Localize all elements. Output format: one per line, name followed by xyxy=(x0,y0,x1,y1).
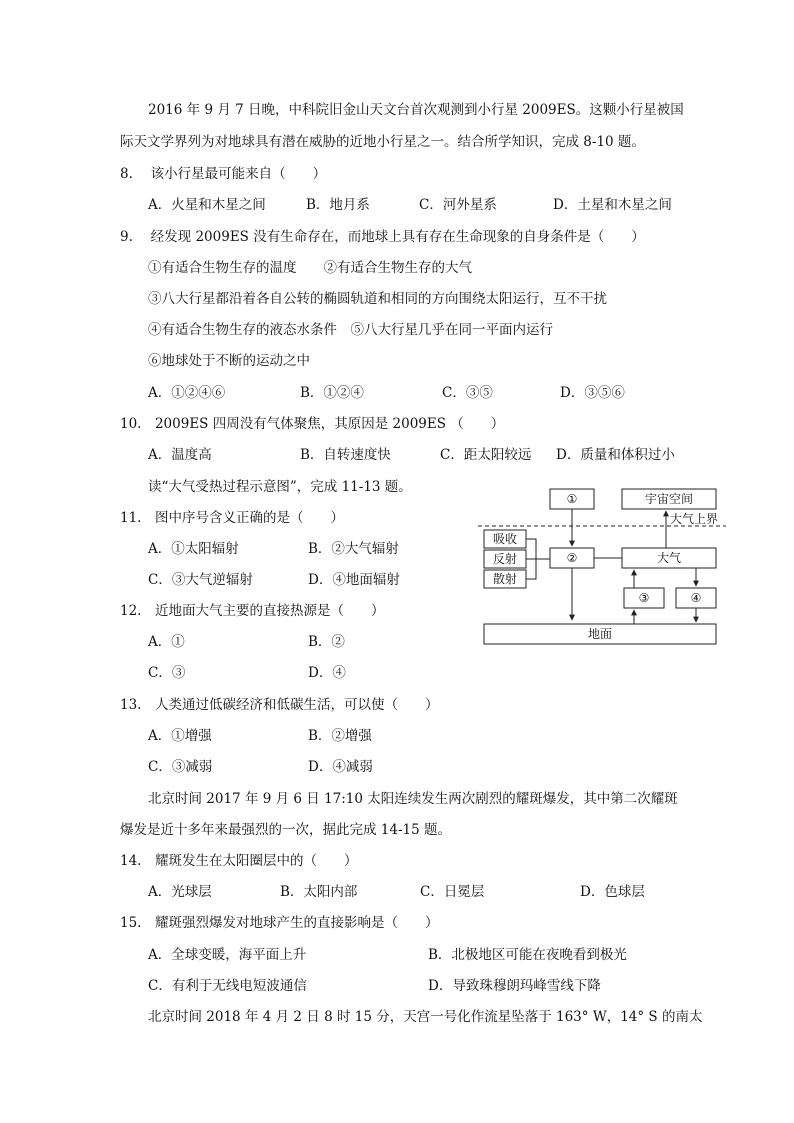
q15-option-d: D．导致珠穆朗玛峰雪线下降 xyxy=(428,978,601,994)
q8-option-a: A．火星和木星之间 xyxy=(148,197,266,213)
q13-option-b: B．②增强 xyxy=(308,728,372,744)
intro-paragraph-line: 际天文学界列为对地球具有潜在威胁的近地小行星之一。结合所学知识，完成 8-10 题。 xyxy=(120,134,645,150)
q9-condition-item: ①有适合生物生存的温度 ②有适合生物生存的大气 xyxy=(148,260,472,276)
intro-diagram-line: 读“大气受热过程示意图”，完成 11-13 题。 xyxy=(148,479,412,495)
q8-option-b: B．地月系 xyxy=(306,197,370,213)
q10-option-a: A．温度高 xyxy=(148,447,212,463)
q8-option-c: C．河外星系 xyxy=(419,197,497,213)
q8-option-d: D．土星和木星之间 xyxy=(553,197,672,213)
ground-label: 地面 xyxy=(587,627,613,641)
intro-paragraph-line: 北京时间 2018 年 4 月 2 日 8 时 15 分，天宫一号化作流星坠落于 163° W，14° S 的南太 xyxy=(148,1009,703,1025)
question-11-stem: 11. 图中序号含义正确的是（ ） xyxy=(120,510,344,526)
q14-option-b: B．太阳内部 xyxy=(280,884,358,900)
question-10-stem: 10. 2009ES 四周没有气体聚焦，其原因是 2009ES （ ） xyxy=(120,416,505,432)
q14-option-d: D．色球层 xyxy=(580,884,645,900)
box-2-label: ② xyxy=(566,551,578,565)
intro-paragraph-line: 2016 年 9 月 7 日晚，中科院旧金山天文台首次观测到小行星 2009ES。这颗小行星被国 xyxy=(148,102,684,118)
q11-option-d: D．④地面辐射 xyxy=(308,572,400,588)
q9-condition-item: ③八大行星都沿着各自公转的椭圆轨道和相同的方向围绕太阳运行，互不干扰 xyxy=(148,291,607,307)
atmosphere-heating-diagram xyxy=(470,484,730,650)
q9-option-a: A．①②④⑥ xyxy=(148,385,226,401)
q12-option-a: A．① xyxy=(148,634,185,650)
q11-option-c: C．③大气逆辐射 xyxy=(148,572,253,588)
q10-option-d: D．质量和体积过小 xyxy=(556,447,675,463)
box-1-label: ① xyxy=(566,492,578,506)
question-15-stem: 15. 耀斑强烈爆发对地球产生的直接影响是（ ） xyxy=(120,915,439,931)
q13-option-d: D．④减弱 xyxy=(308,759,373,775)
q15-option-b: B．北极地区可能在夜晚看到极光 xyxy=(428,947,627,963)
q11-option-b: B．②大气辐射 xyxy=(308,541,399,557)
q11-option-a: A．①太阳辐射 xyxy=(148,541,239,557)
box-4-label: ④ xyxy=(690,591,702,605)
q14-option-c: C．日冕层 xyxy=(420,884,485,900)
question-12-stem: 12. 近地面大气主要的直接热源是（ ） xyxy=(120,603,385,619)
q10-option-b: B．自转速度快 xyxy=(300,447,391,463)
q15-option-c: C．有利于无线电短波通信 xyxy=(148,978,307,994)
reflect-label: 反射 xyxy=(492,552,518,566)
q13-option-a: A．①增强 xyxy=(148,728,212,744)
q13-option-c: C．③减弱 xyxy=(148,759,213,775)
boundary-label: 大气上界 xyxy=(670,512,719,526)
q9-option-c: C．③⑤ xyxy=(442,385,493,401)
question-14-stem: 14. 耀斑发生在太阳圈层中的（ ） xyxy=(120,853,358,869)
q15-option-a: A．全球变暖，海平面上升 xyxy=(148,947,307,963)
atmosphere-label: 大气 xyxy=(656,551,682,565)
absorb-label: 吸收 xyxy=(492,532,518,546)
question-8-stem: 8. 该小行星最可能来自（ ） xyxy=(120,166,327,182)
scatter-label: 散射 xyxy=(492,572,518,586)
q12-option-b: B．② xyxy=(308,634,345,650)
space-label: 宇宙空间 xyxy=(644,492,694,506)
q9-option-d: D．③⑤⑥ xyxy=(560,385,625,401)
q14-option-a: A．光球层 xyxy=(148,884,212,900)
q12-option-c: C．③ xyxy=(148,665,186,681)
q9-condition-item: ⑥地球处于不断的运动之中 xyxy=(148,353,310,369)
intro-paragraph-line: 爆发是近十多年来最强烈的一次，据此完成 14-15 题。 xyxy=(120,822,451,838)
q12-option-d: D．④ xyxy=(308,665,346,681)
box-3-label: ③ xyxy=(638,591,650,605)
q9-option-b: B．①②④ xyxy=(300,385,364,401)
question-9-stem: 9. 经发现 2009ES 没有生命存在，而地球上具有存在生命现象的自身条件是（ ） xyxy=(120,229,645,245)
q9-condition-item: ④有适合生物生存的液态水条件 ⑤八大行星几乎在同一平面内运行 xyxy=(148,322,553,338)
question-13-stem: 13. 人类通过低碳经济和低碳生活，可以使（ ） xyxy=(120,697,439,713)
intro-paragraph-line: 北京时间 2017 年 9 月 6 日 17:10 太阳连续发生两次剧烈的耀斑爆发，其中第二次耀斑 xyxy=(148,791,678,807)
q10-option-c: C．距太阳较远 xyxy=(440,447,532,463)
